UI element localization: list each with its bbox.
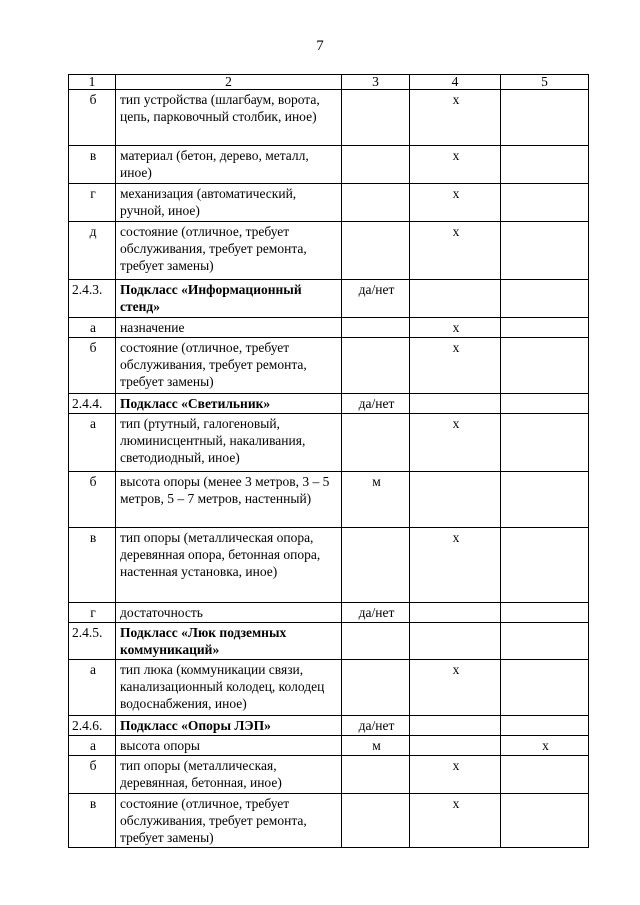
row-col5-cell <box>501 394 589 414</box>
row-unit-cell <box>342 146 410 184</box>
row-description-cell: тип (ртутный, галогеновый, люминисцентный, накаливания, светодиодный, иное) <box>116 414 342 472</box>
page-number: 7 <box>316 38 324 54</box>
row-number-cell: в <box>69 528 116 603</box>
row-col4-cell: х <box>410 90 501 146</box>
row-number-cell: а <box>69 414 116 472</box>
table-row <box>69 736 589 756</box>
row-col4-cell: х <box>410 794 501 848</box>
row-col5-cell <box>501 184 589 222</box>
row-unit-cell: м <box>342 736 410 756</box>
row-description-cell: состояние (отличное, требует обслуживания, требует ремонта, требует замены) <box>116 794 342 848</box>
subclass-row <box>69 623 589 660</box>
row-col5-cell <box>501 623 589 660</box>
row-unit-cell: да/нет <box>342 716 410 736</box>
row-col4-cell <box>410 394 501 414</box>
row-col5-cell <box>501 660 589 716</box>
row-number-cell: б <box>69 472 116 528</box>
row-description-cell: механизация (автоматический, ручной, иное) <box>116 184 342 222</box>
row-description-cell: Подкласс «Информационный стенд» <box>116 280 342 318</box>
table-header-row <box>69 75 589 90</box>
row-description-cell: тип люка (коммуникации связи, канализационный колодец, колодец водоснабжения, иное) <box>116 660 342 716</box>
row-col4-cell: х <box>410 222 501 280</box>
row-description-cell: высота опоры (менее 3 метров, 3 – 5 метров, 5 – 7 метров, настенный) <box>116 472 342 528</box>
row-col4-cell: х <box>410 338 501 394</box>
row-col5-cell <box>501 528 589 603</box>
table-row <box>69 603 589 623</box>
table-row <box>69 146 589 184</box>
row-col4-cell: х <box>410 414 501 472</box>
table-row <box>69 660 589 716</box>
row-col5-cell: х <box>501 736 589 756</box>
row-description-cell: тип опоры (металлическая, деревянная, бетонная, иное) <box>116 756 342 794</box>
row-number-cell: 2.4.6. <box>69 716 116 736</box>
parameters-table <box>68 74 589 848</box>
row-col4-cell <box>410 736 501 756</box>
header-cell-5: 5 <box>501 75 589 90</box>
row-unit-cell <box>342 222 410 280</box>
row-col5-cell <box>501 472 589 528</box>
header-cell-4: 4 <box>410 75 501 90</box>
row-unit-cell: да/нет <box>342 280 410 318</box>
row-number-cell: а <box>69 318 116 338</box>
row-col5-cell <box>501 222 589 280</box>
row-description-cell: Подкласс «Светильник» <box>116 394 342 414</box>
row-unit-cell: да/нет <box>342 394 410 414</box>
table-row <box>69 794 589 848</box>
row-description-cell: Подкласс «Люк подземных коммуникаций» <box>116 623 342 660</box>
row-unit-cell <box>342 794 410 848</box>
row-number-cell: г <box>69 184 116 222</box>
row-number-cell: д <box>69 222 116 280</box>
row-col5-cell <box>501 146 589 184</box>
row-number-cell: б <box>69 338 116 394</box>
row-col4-cell: х <box>410 318 501 338</box>
row-col4-cell <box>410 472 501 528</box>
row-unit-cell: да/нет <box>342 603 410 623</box>
header-cell-3: 3 <box>342 75 410 90</box>
row-col5-cell <box>501 756 589 794</box>
row-col5-cell <box>501 414 589 472</box>
table-row <box>69 414 589 472</box>
row-col4-cell: х <box>410 184 501 222</box>
row-number-cell: б <box>69 90 116 146</box>
row-number-cell: 2.4.4. <box>69 394 116 414</box>
row-description-cell: состояние (отличное, требует обслуживания, требует ремонта, требует замены) <box>116 338 342 394</box>
row-col4-cell <box>410 716 501 736</box>
header-cell-1: 1 <box>69 75 116 90</box>
row-unit-cell <box>342 528 410 603</box>
row-unit-cell <box>342 338 410 394</box>
row-unit-cell: м <box>342 472 410 528</box>
table-row <box>69 756 589 794</box>
row-unit-cell <box>342 660 410 716</box>
row-unit-cell <box>342 90 410 146</box>
row-col4-cell: х <box>410 528 501 603</box>
row-description-cell: Подкласс «Опоры ЛЭП» <box>116 716 342 736</box>
row-col4-cell: х <box>410 146 501 184</box>
row-description-cell: материал (бетон, дерево, металл, иное) <box>116 146 342 184</box>
subclass-row <box>69 280 589 318</box>
row-col5-cell <box>501 338 589 394</box>
table-row <box>69 318 589 338</box>
row-unit-cell <box>342 414 410 472</box>
row-col5-cell <box>501 603 589 623</box>
row-description-cell: высота опоры <box>116 736 342 756</box>
row-number-cell: б <box>69 756 116 794</box>
row-col5-cell <box>501 280 589 318</box>
row-number-cell: 2.4.5. <box>69 623 116 660</box>
row-number-cell: в <box>69 794 116 848</box>
table-row <box>69 222 589 280</box>
header-cell-2: 2 <box>116 75 342 90</box>
row-description-cell: тип опоры (металлическая опора, деревянная опора, бетонная опора, настенная установка, иное) <box>116 528 342 603</box>
row-col5-cell <box>501 90 589 146</box>
row-col4-cell <box>410 280 501 318</box>
row-col5-cell <box>501 318 589 338</box>
row-unit-cell <box>342 756 410 794</box>
table-row <box>69 184 589 222</box>
row-col4-cell <box>410 623 501 660</box>
table-row <box>69 338 589 394</box>
row-col4-cell <box>410 603 501 623</box>
subclass-row <box>69 394 589 414</box>
table-body <box>69 75 589 848</box>
row-col4-cell: х <box>410 756 501 794</box>
subclass-row <box>69 716 589 736</box>
table-row <box>69 90 589 146</box>
row-unit-cell <box>342 318 410 338</box>
table-row <box>69 472 589 528</box>
row-description-cell: назначение <box>116 318 342 338</box>
row-number-cell: 2.4.3. <box>69 280 116 318</box>
row-unit-cell <box>342 623 410 660</box>
table-row <box>69 528 589 603</box>
row-col5-cell <box>501 794 589 848</box>
row-unit-cell <box>342 184 410 222</box>
row-description-cell: тип устройства (шлагбаум, ворота, цепь, парковочный столбик, иное) <box>116 90 342 146</box>
row-description-cell: достаточность <box>116 603 342 623</box>
row-description-cell: состояние (отличное, требует обслуживания, требует ремонта, требует замены) <box>116 222 342 280</box>
row-col5-cell <box>501 716 589 736</box>
row-col4-cell: х <box>410 660 501 716</box>
row-number-cell: а <box>69 736 116 756</box>
row-number-cell: г <box>69 603 116 623</box>
row-number-cell: в <box>69 146 116 184</box>
row-number-cell: а <box>69 660 116 716</box>
